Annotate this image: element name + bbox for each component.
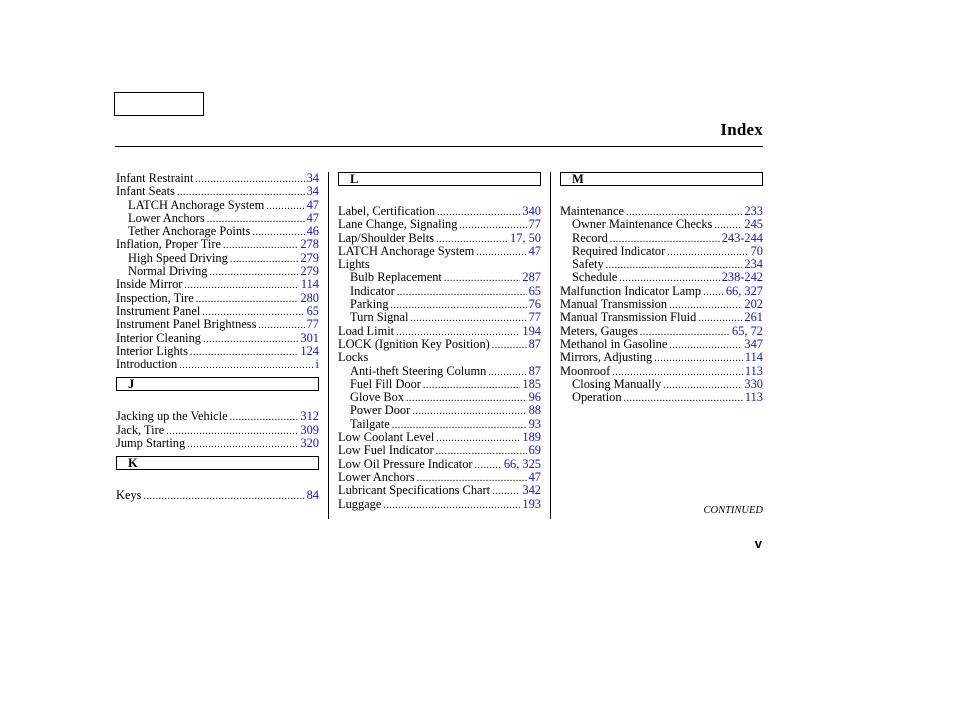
index-entry <box>338 418 541 431</box>
entry-term: Lubricant Specifications Chart <box>338 483 491 498</box>
page-reference-link[interactable]: 193 <box>522 496 541 511</box>
page-reference-link[interactable]: 245 <box>744 217 763 232</box>
index-column-1 <box>116 172 319 503</box>
index-entry <box>560 271 763 284</box>
entry-group-m <box>560 205 763 404</box>
index-entry <box>560 311 763 324</box>
index-column-2 <box>338 172 541 511</box>
entry-term: Lights <box>338 257 370 272</box>
page-reference-link[interactable]: 342 <box>522 483 541 498</box>
page-reference-link[interactable]: 65, 72 <box>732 323 763 338</box>
leader-dots <box>406 392 527 405</box>
index-entry <box>560 205 763 218</box>
page-reference-link[interactable]: 233 <box>744 204 763 218</box>
letter-heading-l: L <box>338 172 541 186</box>
entry-term: Glove Box <box>350 390 405 405</box>
page-reference-link[interactable]: 77 <box>306 317 319 332</box>
page-reference-link[interactable]: 65 <box>528 283 541 298</box>
entry-term: Tether Anchorage Points <box>128 224 251 239</box>
entry-term: Inspection, Tire <box>116 290 194 305</box>
index-entry <box>338 205 541 218</box>
continued-note: CONTINUED <box>703 505 763 516</box>
index-entry <box>338 218 541 231</box>
page-reference-link[interactable]: 47 <box>306 197 319 212</box>
letter-heading-k: K <box>116 456 319 470</box>
index-entry <box>338 325 541 338</box>
entry-term: Inflation, Proper Tire <box>116 237 221 252</box>
leader-dots <box>187 438 298 451</box>
page-reference-link[interactable]: 34 <box>306 184 319 199</box>
entry-term: Manual Transmission Fluid <box>560 310 697 325</box>
entry-group-i <box>116 172 319 371</box>
index-entry <box>116 185 319 198</box>
entry-term: Jack, Tire <box>116 422 165 437</box>
leader-dots <box>703 286 724 299</box>
entry-term: Label, Certification <box>338 204 436 218</box>
leader-dots <box>492 339 527 352</box>
entry-term: Locks <box>338 350 369 365</box>
page-reference-link[interactable]: 47 <box>528 243 541 258</box>
leader-dots <box>436 432 520 445</box>
entry-term: Anti-theft Steering Column <box>350 363 487 378</box>
index-entry <box>338 484 541 497</box>
leader-dots <box>410 312 526 325</box>
entry-term: Interior Cleaning <box>116 330 201 345</box>
index-entry <box>338 404 541 417</box>
index-entry <box>560 258 763 271</box>
index-entry <box>338 498 541 511</box>
leader-dots <box>203 333 298 346</box>
leader-dots <box>391 299 527 312</box>
entry-term: Methanol in Gasoline <box>560 336 668 351</box>
page-reference-link[interactable]: 17, 50 <box>510 230 541 245</box>
entry-term: Instrument Panel Brightness <box>116 317 257 332</box>
entry-term: Power Door <box>350 403 411 418</box>
index-entry <box>338 444 541 457</box>
page-reference-link[interactable]: 47 <box>306 210 319 225</box>
page-reference-link[interactable]: 124 <box>300 343 319 358</box>
page-reference-link[interactable]: 279 <box>300 250 319 265</box>
page-reference-link[interactable]: 301 <box>300 330 319 345</box>
index-entry <box>338 232 541 245</box>
page-reference-link[interactable]: 93 <box>528 416 541 431</box>
index-entry <box>560 325 763 338</box>
leader-dots <box>476 246 526 259</box>
column-divider-1 <box>328 172 329 519</box>
leader-dots <box>423 379 520 392</box>
page-reference-link[interactable]: 202 <box>744 297 763 312</box>
leader-dots <box>223 239 298 252</box>
index-entry <box>338 378 541 391</box>
entry-term: Turn Signal <box>350 310 409 325</box>
page-reference-link[interactable]: 330 <box>744 376 763 391</box>
entry-term: Luggage <box>338 496 382 511</box>
index-entry <box>116 212 319 225</box>
index-entry <box>116 424 319 437</box>
entry-term: Low Oil Pressure Indicator <box>338 456 473 471</box>
index-entry <box>116 252 319 265</box>
index-entry <box>338 458 541 471</box>
page-reference-link[interactable]: 238-242 <box>721 270 763 285</box>
page-reference-link[interactable]: 194 <box>522 323 541 338</box>
page-reference-link[interactable]: 320 <box>300 436 319 451</box>
leader-dots <box>190 346 298 359</box>
index-entry <box>116 278 319 291</box>
page-reference-link[interactable]: 287 <box>522 270 541 285</box>
page-reference-link[interactable]: 234 <box>744 257 763 272</box>
title-divider <box>115 146 763 147</box>
index-entry <box>338 285 541 298</box>
letter-heading-m: M <box>560 172 763 186</box>
index-entry <box>338 351 541 364</box>
page-reference-link[interactable]: 113 <box>744 390 763 405</box>
entry-term: Meters, Gauges <box>560 323 638 338</box>
index-entry <box>338 311 541 324</box>
entry-term: LATCH Anchorage System <box>128 197 265 212</box>
entry-term: Maintenance <box>560 204 624 218</box>
entry-term: Parking <box>350 297 389 312</box>
entry-term: Inside Mirror <box>116 277 183 292</box>
page-reference-link[interactable]: 46 <box>306 224 319 239</box>
entry-term: Fuel Fill Door <box>350 376 421 391</box>
entry-group-j <box>116 410 319 450</box>
index-entry <box>338 338 541 351</box>
entry-term: Malfunction Indicator Lamp <box>560 283 702 298</box>
entry-term: Lower Anchors <box>338 469 415 484</box>
entry-term: High Speed Driving <box>128 250 228 265</box>
page-reference-link[interactable]: 47 <box>528 469 541 484</box>
leader-dots <box>258 319 304 332</box>
leader-dots <box>230 411 299 424</box>
index-entry <box>116 332 319 345</box>
page-reference-link[interactable]: 66, 325 <box>503 456 541 471</box>
index-entry <box>560 232 763 245</box>
page-reference-link[interactable]: 312 <box>300 409 319 424</box>
index-entry <box>338 258 541 271</box>
page-number: v <box>754 536 762 551</box>
page-reference-link[interactable]: 34 <box>306 171 319 185</box>
entry-group-l <box>338 205 541 511</box>
page-title: Index <box>720 120 763 139</box>
page-reference-link[interactable]: 114 <box>744 350 763 365</box>
entry-term: LATCH Anchorage System <box>338 243 475 258</box>
leader-dots <box>492 485 520 498</box>
index-entry <box>116 265 319 278</box>
index-entry <box>560 378 763 391</box>
index-entry <box>116 318 319 331</box>
page-reference-link[interactable]: 113 <box>744 363 763 378</box>
entry-term: Jacking up the Vehicle <box>116 409 228 424</box>
page-reference-link[interactable]: 280 <box>300 290 319 305</box>
leader-dots <box>230 253 299 266</box>
index-entry <box>116 358 319 371</box>
entry-term: Safety <box>572 257 604 272</box>
index-entry <box>338 271 541 284</box>
index-entry <box>338 365 541 378</box>
page-reference-link[interactable]: 347 <box>744 336 763 351</box>
page-reference-link[interactable]: 279 <box>300 264 319 279</box>
page-reference-link[interactable]: 185 <box>522 376 541 391</box>
entry-term: Lap/Shoulder Belts <box>338 230 435 245</box>
leader-dots <box>210 266 299 279</box>
page-reference-link[interactable]: 340 <box>522 204 541 218</box>
entry-term: Required Indicator <box>572 243 666 258</box>
page-reference-link[interactable]: 77 <box>528 217 541 232</box>
index-entry <box>560 285 763 298</box>
page-reference-link[interactable]: 309 <box>300 422 319 437</box>
index-entry <box>116 489 319 502</box>
page-reference-link[interactable]: i <box>315 357 319 372</box>
leader-dots <box>488 366 526 379</box>
page-reference-link[interactable]: 278 <box>300 237 319 252</box>
page-reference-link[interactable]: 87 <box>528 336 541 351</box>
page-reference-link[interactable]: 261 <box>744 310 763 325</box>
entry-term: Tailgate <box>350 416 390 431</box>
entry-term: Keys <box>116 488 142 503</box>
entry-term: Instrument Panel <box>116 303 201 318</box>
entry-term: Indicator <box>350 283 395 298</box>
index-entry <box>116 225 319 238</box>
entry-group-k <box>116 489 319 502</box>
page-reference-link[interactable]: 87 <box>528 363 541 378</box>
leader-dots <box>195 173 304 186</box>
entry-term: Operation <box>572 390 622 405</box>
section-tab-box <box>114 92 204 116</box>
index-entry <box>116 345 319 358</box>
index-entry <box>560 351 763 364</box>
page-reference-link[interactable]: 77 <box>528 310 541 325</box>
entry-term: Moonroof <box>560 363 611 378</box>
entry-term: Low Coolant Level <box>338 430 435 445</box>
index-entry <box>116 238 319 251</box>
index-entry <box>560 391 763 404</box>
page-reference-link[interactable]: 65 <box>306 303 319 318</box>
leader-dots <box>475 459 502 472</box>
leader-dots <box>669 339 742 352</box>
leader-dots <box>663 379 742 392</box>
leader-dots <box>397 286 527 299</box>
page-reference-link[interactable]: 88 <box>528 403 541 418</box>
index-entry <box>560 245 763 258</box>
entry-term: Low Fuel Indicator <box>338 443 434 458</box>
entry-term: Lane Change, Signaling <box>338 217 458 232</box>
page-reference-link[interactable]: 66, 327 <box>725 283 763 298</box>
leader-dots <box>143 490 304 503</box>
leader-dots <box>196 293 299 306</box>
leader-dots <box>166 425 298 438</box>
leader-dots <box>412 405 526 418</box>
index-entry <box>338 391 541 404</box>
index-entry <box>338 245 541 258</box>
entry-term: Bulb Replacement <box>350 270 442 285</box>
page-reference-link[interactable]: 84 <box>306 488 319 503</box>
entry-term: Owner Maintenance Checks <box>572 217 713 232</box>
index-entry <box>338 298 541 311</box>
entry-term: Normal Driving <box>128 264 208 279</box>
leader-dots <box>266 200 304 213</box>
entry-term: Jump Starting <box>116 436 186 451</box>
entry-term: Schedule <box>572 270 618 285</box>
page-reference-link[interactable]: 69 <box>528 443 541 458</box>
leader-dots <box>654 352 743 365</box>
index-column-3 <box>560 172 763 404</box>
leader-dots <box>624 392 743 405</box>
letter-heading-j: J <box>116 377 319 391</box>
entry-term: LOCK (Ignition Key Position) <box>338 336 490 351</box>
index-entry <box>560 298 763 311</box>
entry-term: Record <box>572 230 608 245</box>
index-entry <box>116 437 319 450</box>
index-entry <box>116 292 319 305</box>
page-reference-link[interactable]: 243-244 <box>721 230 763 245</box>
index-entry <box>338 431 541 444</box>
leader-dots <box>184 279 298 292</box>
entry-term: Mirrors, Adjusting <box>560 350 653 365</box>
entry-term: Infant Seats <box>116 184 175 199</box>
leader-dots <box>252 226 304 239</box>
index-entry <box>338 471 541 484</box>
entry-term: Closing Manually <box>572 376 662 391</box>
entry-term: Introduction <box>116 357 178 372</box>
page-reference-link[interactable]: 76 <box>528 297 541 312</box>
column-divider-2 <box>550 172 551 519</box>
entry-term: Manual Transmission <box>560 297 668 312</box>
page-reference-link[interactable]: 114 <box>300 277 319 292</box>
index-entry <box>560 218 763 231</box>
page-reference-link[interactable]: 70 <box>750 243 763 258</box>
index-entry <box>116 172 319 185</box>
entry-term: Infant Restraint <box>116 171 194 185</box>
entry-term: Interior Lights <box>116 343 188 358</box>
index-entry <box>560 338 763 351</box>
entry-term: Load Limit <box>338 323 395 338</box>
entry-term: Lower Anchors <box>128 210 205 225</box>
leader-dots <box>444 272 521 285</box>
leader-dots <box>179 359 313 372</box>
leader-dots <box>383 499 520 512</box>
page-reference-link[interactable]: 189 <box>522 430 541 445</box>
page-reference-link[interactable]: 96 <box>528 390 541 405</box>
index-entry <box>116 305 319 318</box>
index-entry <box>116 410 319 423</box>
index-entry <box>560 365 763 378</box>
index-entry <box>116 199 319 212</box>
leader-dots <box>667 246 748 259</box>
